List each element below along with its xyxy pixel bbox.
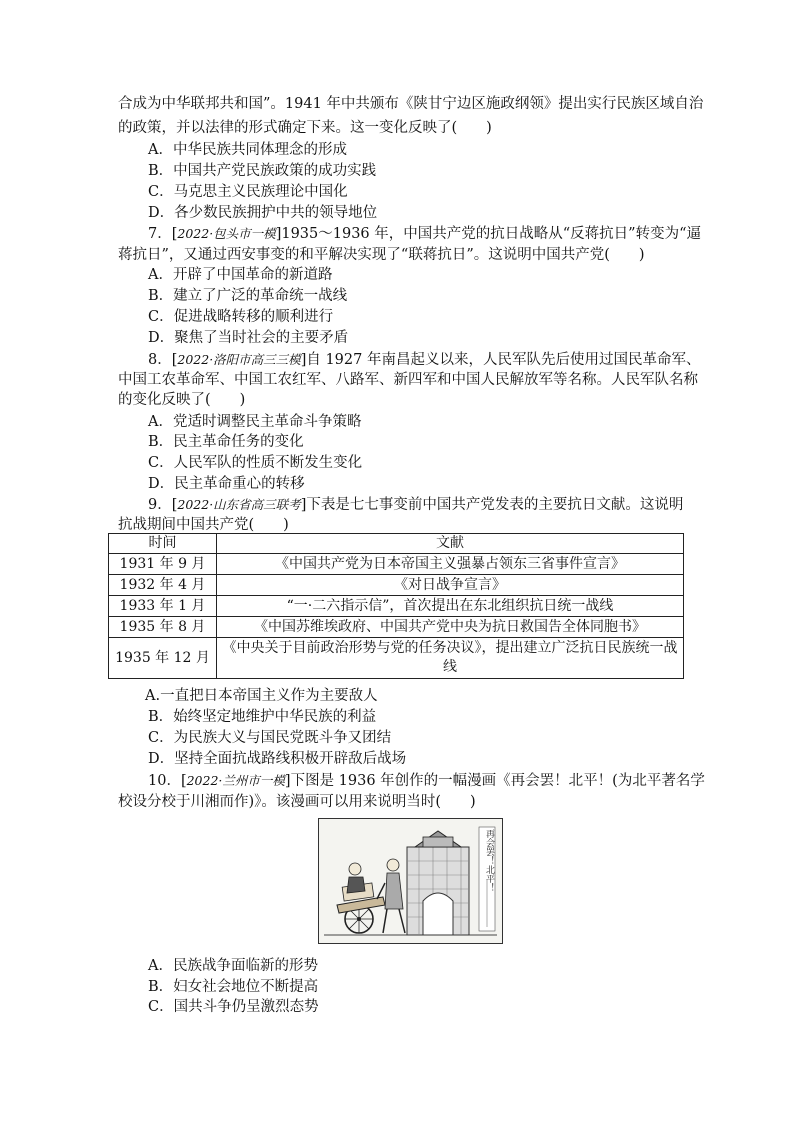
q9-option-a: A.一直把日本帝国主义作为主要敌人	[145, 688, 378, 704]
q7-stem-line-1: 7．[2022·包头市一模]1935～1936 年，中国共产党的抗日战略从“反蒋抗日”转变为“逼	[148, 226, 701, 242]
q10-option-c: C．国共斗争仍呈激烈态势	[148, 999, 319, 1015]
q8-option-d: D．民主革命重心的转移	[148, 476, 305, 492]
cartoon-illustration	[319, 819, 502, 943]
table-row	[109, 554, 684, 575]
intro-option-b: B．中国共产党民族政策的成功实践	[148, 163, 377, 179]
q8-source: 2022·洛阳市高三三模	[177, 352, 301, 367]
q8-stem-line-3: 的变化反映了( )	[118, 392, 246, 408]
q8-option-a: A．党适时调整民主革命斗争策略	[148, 414, 362, 430]
q9-source: 2022·山东省高三联考	[177, 497, 301, 512]
table-cell-time: 1935 年 12 月	[109, 638, 217, 679]
table-cell-time: 1931 年 9 月	[109, 554, 217, 575]
q8-stem-line-1: 8．[2022·洛阳市高三三模]自 1927 年南昌起义以来，人民军队先后使用过国民革命军、	[148, 352, 701, 368]
q7-option-d: D．聚焦了当时社会的主要矛盾	[148, 330, 349, 346]
q10-source: 2022·兰州市一模	[186, 773, 285, 788]
table-row	[109, 575, 684, 596]
table-row	[109, 638, 684, 679]
intro-option-c: C．马克思主义民族理论中国化	[148, 184, 348, 200]
table-header-time: 时间	[109, 534, 217, 554]
q10-option-a: A．民族战争面临新的形势	[148, 958, 318, 974]
cartoon-image	[318, 818, 503, 944]
table-cell-document: 《中国共产党为日本帝国主义强暴占领东三省事件宣言》	[217, 554, 684, 575]
intro-option-a: A．中华民族共同体理念的形成	[148, 142, 347, 158]
table-row	[109, 617, 684, 638]
q9-option-d: D．坚持全面抗战路线积极开辟敌后战场	[148, 751, 407, 767]
intro-option-d: D．各少数民族拥护中共的领导地位	[148, 205, 378, 221]
table-cell-document: 《中国苏维埃政府、中国共产党中央为抗日救国告全体同胞书》	[217, 617, 684, 638]
q10-stem-line-1: 10．[2022·兰州市一模]下图是 1936 年创作的一幅漫画《再会罢！北平！(为北平著名学	[148, 773, 705, 789]
q8-stem-line-2: 中国工农革命军、中国工农红军、八路军、新四军和中国人民解放军等名称。人民军队名称	[118, 372, 698, 388]
table-cell-time: 1932 年 4 月	[109, 575, 217, 596]
intro-line-2: 的政策，并以法律的形式确定下来。这一变化反映了( )	[118, 120, 492, 136]
q9-stem-line-1: 9．[2022·山东省高三联考]下表是七七事变前中国共产党发表的主要抗日文献。这说明	[148, 497, 684, 513]
documents-table	[108, 533, 684, 679]
table-header-row	[109, 534, 684, 554]
q7-option-a: A．开辟了中国革命的新道路	[148, 267, 333, 283]
table-row	[109, 596, 684, 617]
table-cell-document: “一·二六指示信”，首次提出在东北组织抗日统一战线	[217, 596, 684, 617]
cartoon-caption: 再会罢！北平！	[484, 829, 494, 892]
q7-option-b: B．建立了广泛的革命统一战线	[148, 288, 348, 304]
intro-line-1: 合成为中华联邦共和国”。1941 年中共颁布《陕甘宁边区施政纲领》提出实行民族区域自治	[118, 96, 704, 112]
table-cell-time: 1933 年 1 月	[109, 596, 217, 617]
q7-source: 2022·包头市一模	[177, 226, 276, 241]
q8-option-c: C．人民军队的性质不断发生变化	[148, 455, 363, 471]
table-cell-document: 《对日战争宣言》	[217, 575, 684, 596]
table-cell-time: 1935 年 8 月	[109, 617, 217, 638]
q10-option-b: B．妇女社会地位不断提高	[148, 979, 319, 995]
q9-option-c: C．为民族大义与国民党既斗争又团结	[148, 730, 392, 746]
q7-stem-line-2: 蒋抗日”，又通过西安事变的和平解决实现了“联蒋抗日”。这说明中国共产党( )	[118, 247, 645, 263]
q8-option-b: B．民主革命任务的变化	[148, 434, 304, 450]
q9-option-b: B．始终坚定地维护中华民族的利益	[148, 709, 377, 725]
q10-stem-line-2: 校设分校于川湘而作)》。该漫画可以用来说明当时( )	[118, 794, 476, 810]
q7-option-c: C．促进战略转移的顺利进行	[148, 309, 334, 325]
q9-stem-line-2: 抗战期间中国共产党( )	[118, 517, 289, 533]
table-header-document: 文献	[217, 534, 684, 554]
table-cell-document: 《中央关于目前政治形势与党的任务决议》，提出建立广泛抗日民族统一战 线	[217, 638, 684, 679]
